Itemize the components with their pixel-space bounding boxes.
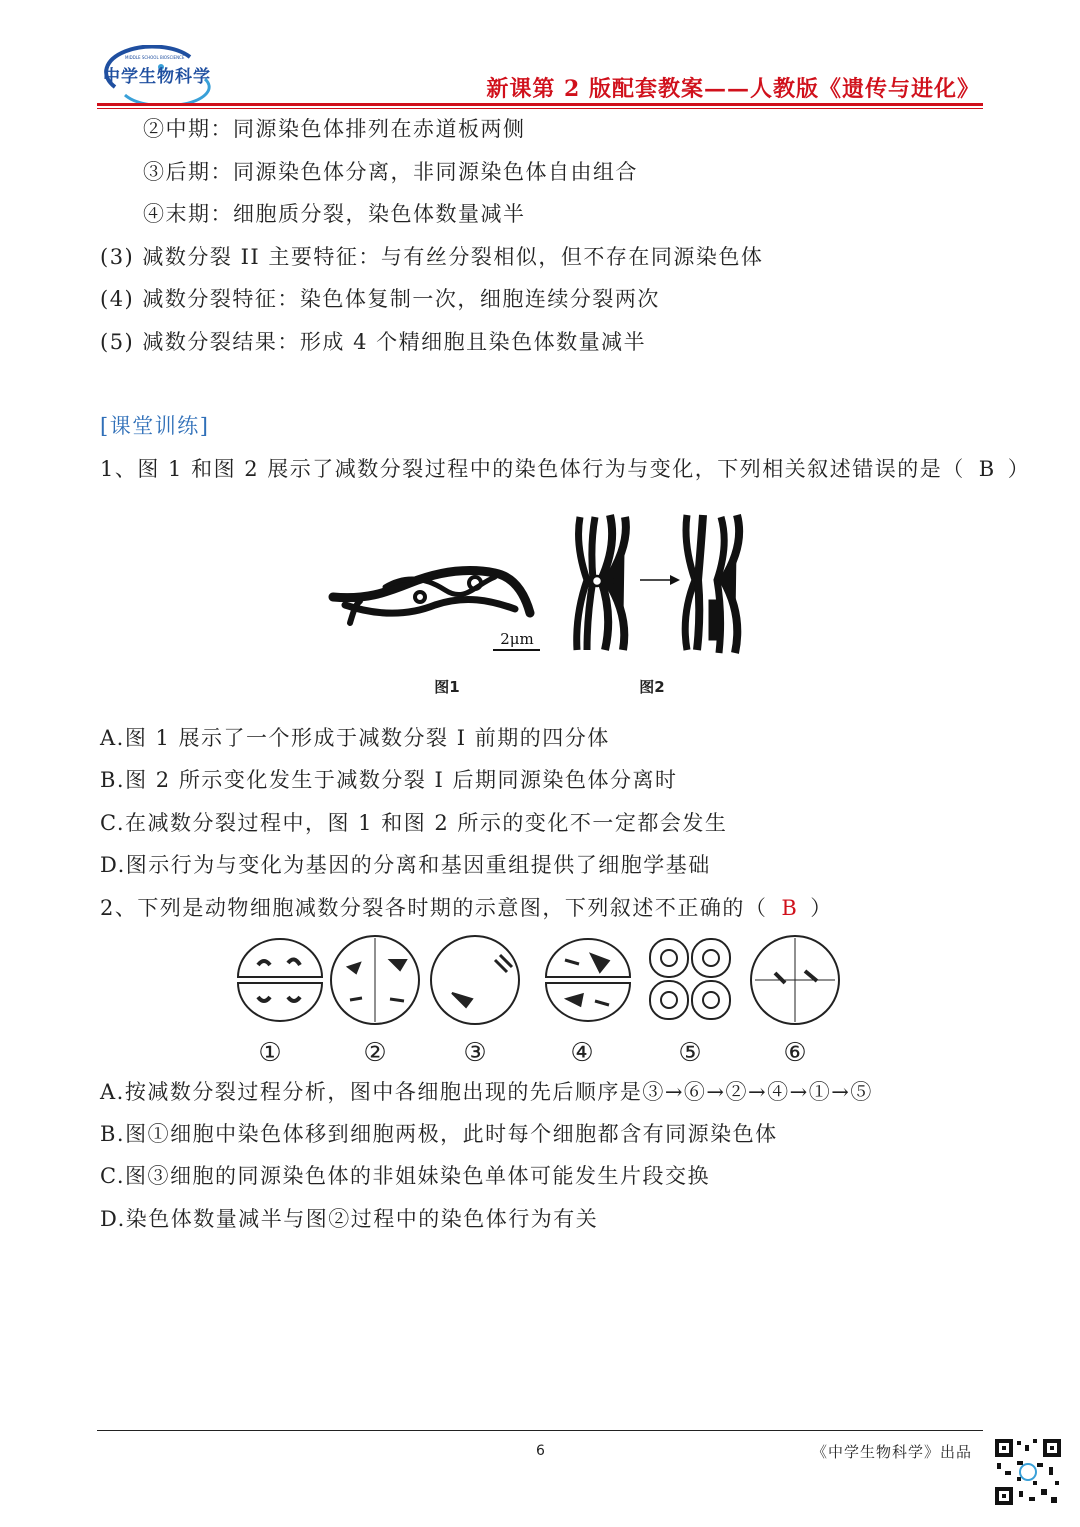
q2-close: ） — [810, 896, 833, 920]
q1-option-c: C.在减数分裂过程中，图 1 和图 2 所示的变化不一定都会发生 — [100, 811, 728, 835]
cell-1 — [238, 939, 322, 1021]
page-number: 6 — [536, 1443, 545, 1459]
arrow-icon — [670, 575, 680, 585]
chromosome-pair-after — [685, 515, 739, 653]
text-line-meiosis2: (3) 减数分裂 II 主要特征：与有丝分裂相似，但不存在同源染色体 — [100, 245, 764, 269]
cell-label-1: ① — [258, 1038, 282, 1068]
header-title: 新课第 2 版配套教案——人教版《遗传与进化》 — [486, 76, 980, 102]
cell-label-2: ② — [363, 1038, 387, 1068]
q1-figure — [325, 505, 765, 700]
q1-answer: B — [978, 457, 996, 481]
cell-5 — [650, 939, 730, 1019]
text-line-telophase: ④末期：细胞质分裂，染色体数量减半 — [143, 202, 526, 226]
q2-option-a: A.按减数分裂过程分析，图中各细胞出现的先后顺序是③→⑥→②→④→①→⑤ — [100, 1080, 873, 1104]
q2-stem — [100, 893, 833, 923]
cell-division-figure — [230, 935, 850, 1070]
cell-label-3: ③ — [463, 1038, 487, 1068]
text-line-anaphase: ③后期：同源染色体分离，非同源染色体自由组合 — [143, 160, 638, 184]
qr-code-icon[interactable] — [993, 1437, 1063, 1507]
q2-option-c: C.图③细胞的同源染色体的非姐妹染色单体可能发生片段交换 — [100, 1164, 710, 1188]
cell-label-4: ④ — [570, 1038, 594, 1068]
chromosome-pair-before — [577, 515, 626, 650]
q1-option-b: B.图 2 所示变化发生于减数分裂 I 后期同源染色体分离时 — [100, 768, 678, 792]
q2-answer: B — [781, 896, 799, 920]
chromosome-figure — [325, 505, 765, 700]
q2-stem-text: 2、下列是动物细胞减数分裂各时期的示意图，下列叙述不正确的（ — [100, 896, 768, 920]
q1-close: ） — [1007, 457, 1031, 481]
cell-label-6: ⑥ — [783, 1038, 807, 1068]
footer-credit: 《中学生物科学》出品 — [811, 1443, 972, 1461]
footer-rule — [97, 1430, 983, 1431]
cell-6 — [751, 936, 839, 1024]
cell-3 — [431, 936, 519, 1024]
header-rule — [97, 103, 983, 106]
fig2-caption: 图2 — [639, 678, 665, 696]
cell-4 — [546, 939, 630, 1021]
q1-stem — [100, 454, 1030, 484]
cell-label-5: ⑤ — [678, 1038, 702, 1068]
tetrad-micrograph — [333, 571, 530, 623]
text-line-metaphase: ②中期：同源染色体排列在赤道板两侧 — [143, 117, 526, 141]
q2-figure — [230, 935, 850, 1070]
q1-stem-text: 1、图 1 和图 2 展示了减数分裂过程中的染色体行为与变化，下列相关叙述错误的是（ — [100, 457, 965, 481]
q2-option-b: B.图①细胞中染色体移到细胞两极，此时每个细胞都含有同源染色体 — [100, 1122, 778, 1146]
section-title: [课堂训练] — [100, 414, 210, 438]
logo-sub-text: MIDDLE SCHOOL BIOSCIENCE — [125, 55, 185, 60]
cell-2 — [331, 936, 419, 1024]
logo — [95, 45, 220, 105]
header-rule-thin — [97, 108, 983, 109]
fig1-caption: 图1 — [434, 678, 460, 696]
scale-label: 2μm — [500, 630, 534, 648]
q2-option-d: D.染色体数量减半与图②过程中的染色体行为有关 — [100, 1207, 599, 1231]
q1-option-d: D.图示行为与变化为基因的分离和基因重组提供了细胞学基础 — [100, 853, 711, 877]
q1-option-a: A.图 1 展示了一个形成于减数分裂 I 前期的四分体 — [100, 726, 610, 750]
text-line-features: (4) 减数分裂特征：染色体复制一次，细胞连续分裂两次 — [100, 287, 660, 311]
text-line-result: (5) 减数分裂结果：形成 4 个精细胞且染色体数量减半 — [100, 330, 647, 354]
logo-text: 中学生物科学 — [103, 67, 211, 87]
